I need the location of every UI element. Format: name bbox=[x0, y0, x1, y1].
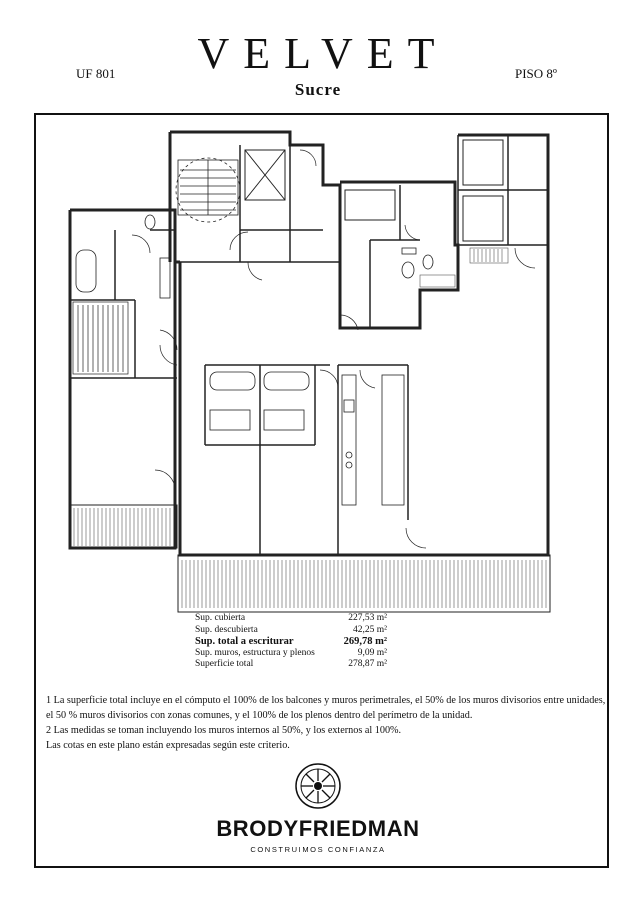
area-value: 42,25 m² bbox=[353, 624, 387, 635]
brand-title: VELVET bbox=[197, 29, 449, 78]
area-row-covered bbox=[195, 613, 387, 625]
area-label: Sup. total a escriturar bbox=[195, 636, 294, 647]
area-value: 9,09 m² bbox=[357, 647, 387, 658]
brand-logo-icon bbox=[293, 761, 343, 811]
unit-label: UF 801 bbox=[76, 66, 116, 81]
area-row-total bbox=[195, 659, 387, 671]
service-balcony bbox=[420, 248, 508, 287]
area-table bbox=[195, 613, 387, 671]
area-label: Superficie total bbox=[195, 659, 254, 669]
kitchen-counters bbox=[342, 375, 404, 505]
area-value: 278,87 m² bbox=[348, 659, 387, 669]
area-value: 269,78 m² bbox=[343, 636, 387, 647]
area-label: Sup. cubierta bbox=[195, 613, 246, 623]
floor-label: PISO 8º bbox=[515, 66, 557, 81]
footnote-1: 1 La superficie total incluye en el cómputo el 100% de los balcones y muros perimetrales, el 50% de los muros divisorios entre unidades, el 50 % muros divisorios con zonas comunes, y el 100% de los plenos dentro del perímetro de la unidad. bbox=[46, 695, 606, 721]
exterior-walls bbox=[70, 132, 548, 555]
company-tagline: CONSTRUIMOS CONFIANZA bbox=[250, 845, 386, 854]
company-name: BRODYFRIEDMAN bbox=[216, 816, 420, 841]
area-row-uncovered bbox=[195, 625, 387, 637]
floor-plan-drawing bbox=[60, 128, 560, 618]
footnotes bbox=[46, 693, 606, 753]
bathroom-fixtures bbox=[76, 215, 433, 430]
area-label: Sup. muros, estructura y plenos bbox=[195, 647, 315, 658]
stairs bbox=[176, 158, 240, 222]
footnote-3: Las cotas en este plano están expresadas según este criterio. bbox=[46, 740, 290, 751]
area-label: Sup. descubierta bbox=[195, 624, 258, 635]
footnote-2: 2 Las medidas se toman incluyendo los muros internos al 50%, y los externos al 100%. bbox=[46, 725, 402, 736]
closets bbox=[73, 302, 128, 374]
terrace-bottom bbox=[178, 555, 550, 612]
terrace-left bbox=[70, 505, 177, 548]
building-subtitle: Sucre bbox=[294, 80, 342, 99]
area-row-total-deed bbox=[195, 636, 387, 648]
area-row-walls bbox=[195, 648, 387, 660]
area-value: 227,53 m² bbox=[348, 613, 387, 623]
interior-walls bbox=[70, 135, 548, 555]
